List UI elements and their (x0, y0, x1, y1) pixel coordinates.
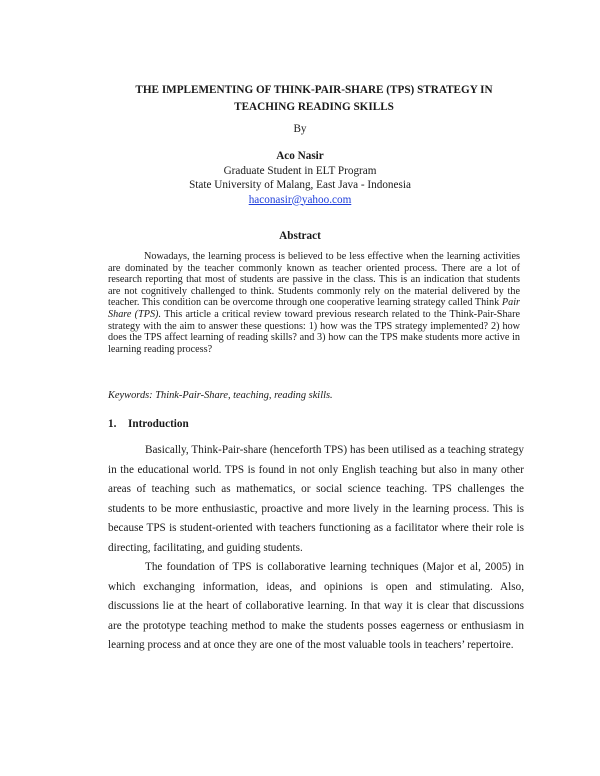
by-line: By (293, 123, 307, 135)
section-title: Introduction (128, 418, 189, 430)
title-line-1: THE IMPLEMENTING OF THINK-PAIR-SHARE (TPS) STRATEGY IN (135, 84, 493, 96)
author-affiliation: State University of Malang, East Java - Indonesia (189, 179, 411, 191)
abstract-body (108, 251, 520, 355)
abstract-italic-term: Pair Share (TPS). (108, 297, 520, 320)
author-block (0, 149, 600, 207)
section-heading (108, 418, 189, 430)
abstract-paragraph (108, 251, 520, 355)
abstract-text-part-2: This article a critical review toward previous research related to the Think-Pair-Share strategy with the aim to answer these questions: 1) how was the TPS strategy implemented? 2) how does the TPS affect learning of reading skills? and 3) how can the TPS make students more active in learning reading process? (108, 308, 520, 355)
section-body (108, 441, 524, 656)
keywords-line: Keywords: Think-Pair-Share, teaching, reading skills. (108, 390, 333, 401)
paper-title (100, 82, 528, 116)
author-email-link[interactable]: haconasir@yahoo.com (248, 193, 352, 206)
section-number: 1. (108, 418, 117, 430)
author-role: Graduate Student in ELT Program (223, 164, 377, 177)
author-name: Aco Nasir (276, 150, 324, 162)
abstract-text-part-1: Nowadays, the learning process is believed to be less effective when the learning activities are dominated by the teacher commonly known as teacher oriented process. There are a lot of research reporting that most of students are passive in the class. This is an indication that students are not cognitively challenged to think. Students commonly rely on the material delivered by the teacher. This condition can be overcome through one cooperative learning strategy called Think (108, 251, 520, 309)
abstract-heading: Abstract (279, 230, 321, 242)
body-paragraph-2: The foundation of TPS is collaborative learning techniques (Major et al, 2005) in which exchanging information, ideas, and opinions is open and stimulating. Also, discussions lie at the heart of collaborative learning. In that way it is clear that discussions are the prototype teaching method to make the students posses eagerness or enthusiasm in learning process and at once they are one of the most valuable tools in teachers’ repertoire. (108, 561, 524, 651)
body-paragraph-1: Basically, Think-Pair-share (henceforth TPS) has been utilised as a teaching strategy in the educational world. TPS is found in not only English teaching but also in many other areas of teaching such as mathematics, or social science teaching. TPS challenges the students to be more enthusiastic, proactive and more lively in the learning process. This is because TPS is student-oriented with teachers functioning as a facilitator where their role is directing, facilitating, and guiding students. (108, 444, 524, 554)
title-line-2: TEACHING READING SKILLS (234, 101, 394, 113)
